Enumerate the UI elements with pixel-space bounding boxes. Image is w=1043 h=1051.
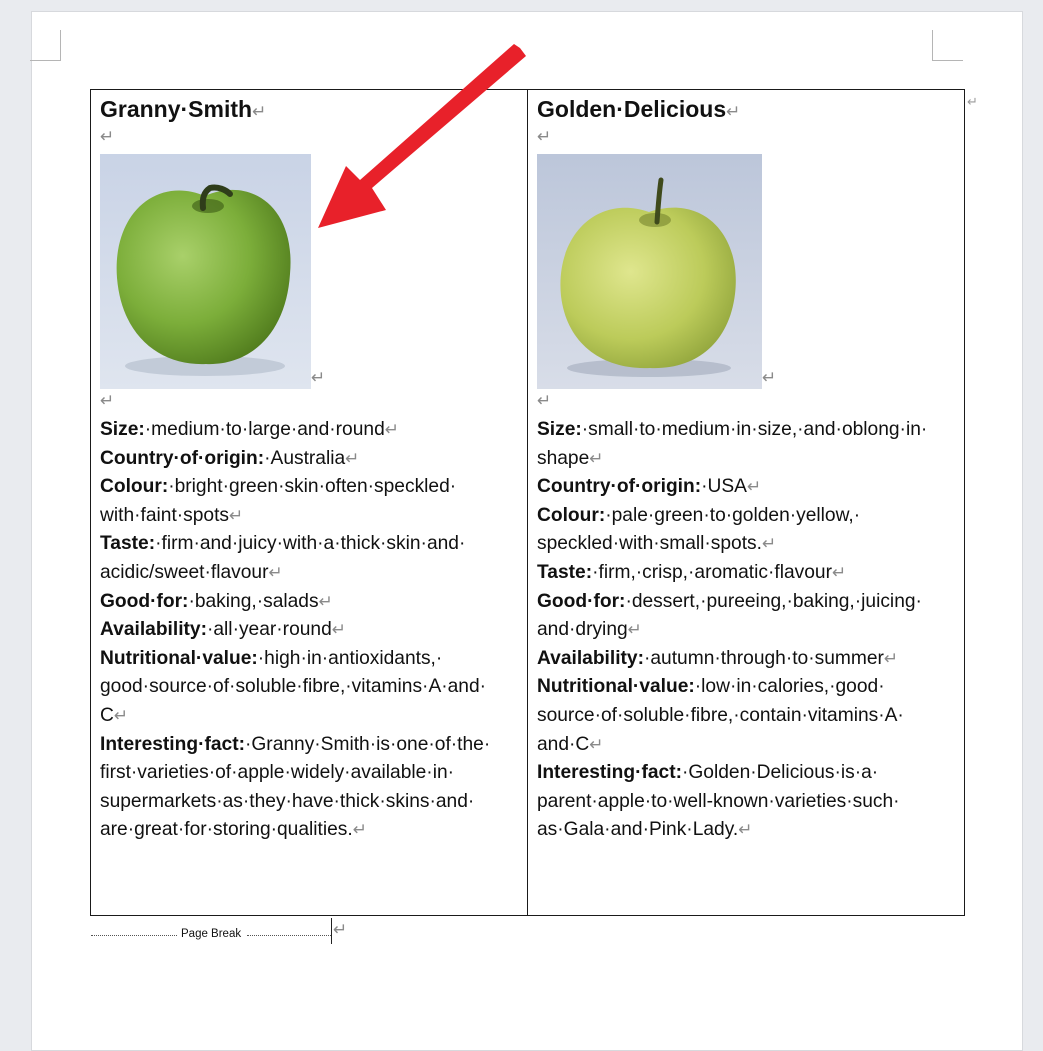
apple-comparison-table[interactable] (90, 89, 965, 916)
table-cell-golden-delicious[interactable] (528, 90, 964, 915)
detail-paragraph[interactable]: Nutritional·value:·low·in·calories,·good· source·of·soluble·fibre,·contain·vitamins·A· and·C↵ (537, 676, 904, 755)
detail-paragraph[interactable]: Size:·medium·to·large·and·round↵ (100, 419, 399, 440)
apple-title[interactable]: Granny·Smith↵ (100, 96, 267, 122)
empty-paragraph[interactable]: ↵ (537, 127, 552, 146)
empty-paragraph[interactable]: ↵ (537, 391, 552, 410)
detail-paragraph[interactable]: Interesting·fact:·Golden·Delicious·is·a· parent·apple·to·well-known·varieties·such· as·Gala·and·Pink·Lady.↵ (537, 762, 900, 841)
paragraph-mark: ↵ (762, 368, 777, 387)
detail-paragraph[interactable]: Interesting·fact:·Granny·Smith·is·one·of·the· first·varieties·of·apple·widely·available·in· supermarkets·as·they·have·thick·skins·and· are·great·for·storing·qualities.↵ (100, 733, 491, 841)
empty-paragraph[interactable]: ↵ (100, 127, 115, 146)
page-break-label: Page Break (181, 928, 242, 940)
detail-paragraph[interactable]: Colour:·bright·green·skin·often·speckled· with·faint·spots↵ (100, 476, 457, 526)
golden-delicious-apple-image[interactable] (537, 154, 762, 389)
detail-paragraph[interactable]: Country·of·origin:·Australia↵ (100, 447, 360, 469)
detail-paragraph[interactable]: Good·for:·dessert,·pureeing,·baking,·juicing· and·drying↵ (537, 590, 922, 641)
detail-paragraph[interactable]: Availability:·all·year·round↵ (100, 619, 346, 641)
detail-paragraph[interactable]: Taste:·firm·and·juicy·with·a·thick·skin·and· acidic/sweet·flavour↵ (100, 533, 466, 583)
detail-paragraph[interactable]: Country·of·origin:·USA↵ (537, 476, 762, 498)
page-break-line (91, 935, 177, 936)
paragraph-mark: ↵ (311, 368, 326, 387)
detail-paragraph[interactable]: Size:·small·to·medium·in·size,·and·oblong·in· shape↵ (537, 419, 928, 469)
detail-paragraph[interactable]: Availability:·autumn·through·to·summer↵ (537, 647, 899, 669)
margin-corner-top-right (932, 30, 963, 61)
apple-title[interactable]: Golden·Delicious↵ (537, 96, 741, 122)
detail-paragraph[interactable]: Taste:·firm,·crisp,·aromatic·flavour↵ (537, 561, 847, 583)
image-paragraph[interactable] (100, 150, 519, 388)
apple-details[interactable] (100, 416, 519, 845)
text-cursor (331, 918, 332, 944)
detail-paragraph[interactable]: Colour:·pale·green·to·golden·yellow,· speckled·with·small·spots.↵ (537, 504, 861, 555)
paragraph-mark: ↵ (333, 920, 348, 939)
detail-paragraph[interactable]: Nutritional·value:·high·in·antioxidants,· good·source·of·soluble·fibre,·vitamins·A·and· C↵ (100, 647, 487, 726)
table-cell-granny-smith[interactable] (91, 90, 528, 915)
page-break[interactable] (91, 926, 331, 944)
page-break-line (247, 935, 331, 936)
end-of-row-mark: ↵ (967, 94, 978, 109)
apple-details[interactable] (537, 416, 956, 845)
granny-smith-apple-image[interactable] (100, 154, 311, 389)
empty-paragraph[interactable]: ↵ (100, 391, 115, 410)
image-paragraph[interactable] (537, 150, 956, 388)
margin-corner-top-left (30, 30, 61, 61)
detail-paragraph[interactable]: Good·for:·baking,·salads↵ (100, 590, 333, 612)
